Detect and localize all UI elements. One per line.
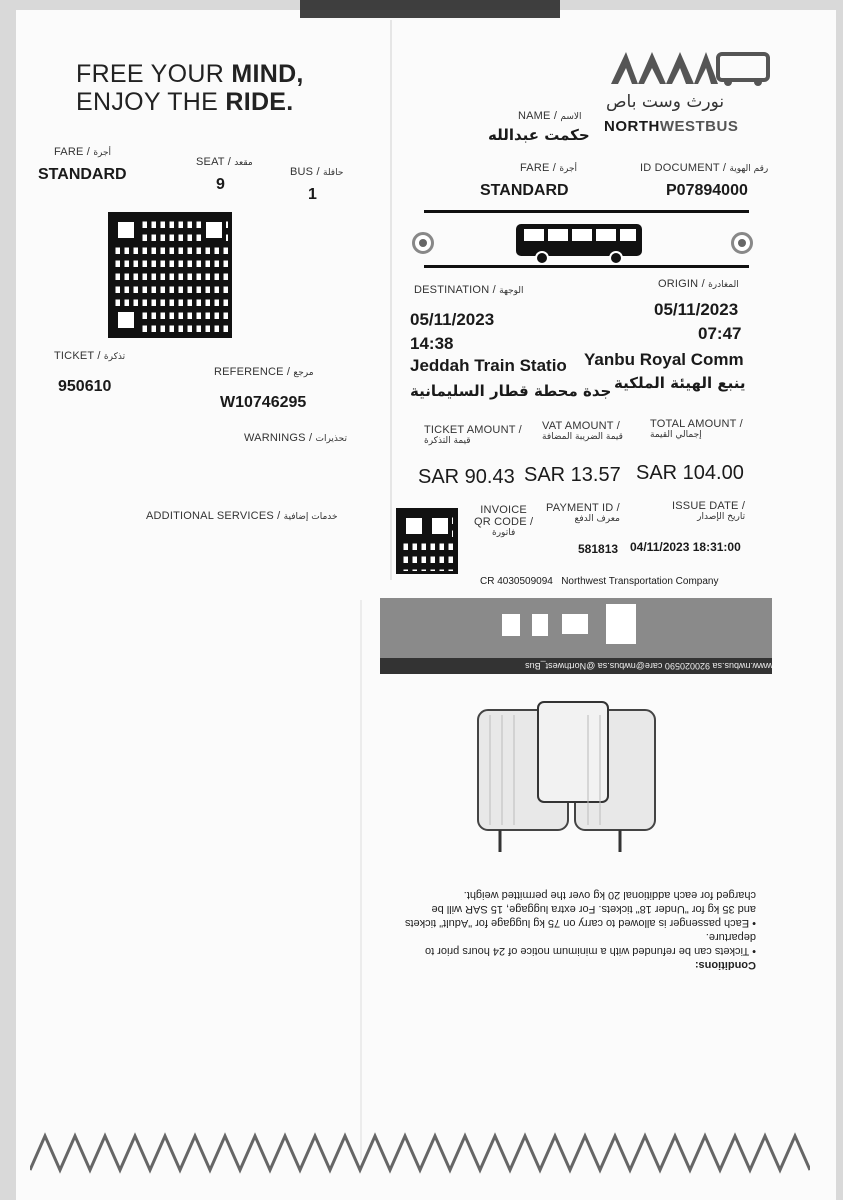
origin-dot-icon: [731, 232, 753, 254]
brand-name-english: [604, 118, 738, 135]
stub-ticket-value: 950610: [58, 378, 112, 395]
luggage-illustration-icon: [470, 690, 660, 860]
issue-date-value: 04/11/2023 18:31:00: [630, 540, 741, 554]
banner-card-icon: [502, 614, 520, 636]
vat-amount-label: VAT AMOUNT / قيمة الضريبة المضافة: [542, 420, 623, 442]
origin-label: ORIGIN / المغادرة: [658, 278, 739, 290]
conditions-title: Conditions:: [694, 959, 756, 971]
company-footer: [480, 576, 718, 587]
stub-additional-services-label: ADDITIONAL SERVICES / خدمات إضافية: [146, 510, 338, 522]
fold-line: [390, 20, 392, 580]
payment-id-value: 581813: [578, 542, 619, 556]
stub-warnings-label: WARNINGS / تحذيرات: [244, 432, 347, 444]
name-label: NAME / الاسم: [518, 110, 582, 122]
id-document-label: ID DOCUMENT / رقم الهوية: [640, 162, 769, 174]
stub-seat-value: 9: [216, 176, 225, 193]
decorative-zigzag-pattern-icon: [30, 1130, 810, 1178]
stub-seat-label: SEAT / مقعد: [196, 156, 253, 168]
slogan-line1-text: FREE YOUR: [76, 60, 232, 88]
banner-card-icon: [532, 614, 548, 636]
brand-north: NORTH: [604, 118, 660, 135]
fold-line-lower: [360, 600, 362, 1160]
payment-id-label: PAYMENT ID / معرف الدفع: [546, 502, 620, 524]
stub-bus-value: 1: [308, 186, 317, 203]
stub-qr-code: [108, 212, 232, 338]
vat-amount-value: SAR 13.57: [524, 464, 621, 486]
stub-reference-label: REFERENCE / مرجع: [214, 366, 314, 378]
id-document-value: P07894000: [666, 182, 748, 199]
invoice-qr-code: [396, 508, 458, 574]
banner-card-icon: [562, 614, 588, 634]
bus-icon: [514, 222, 644, 264]
northwestbus-logo-icon: [606, 44, 776, 90]
destination-date: 05/11/2023: [410, 310, 495, 329]
slogan-line1-bold: MIND,: [231, 60, 304, 88]
destination-name: Jeddah Train Statio: [410, 356, 567, 375]
destination-dot-icon: [412, 232, 434, 254]
issue-date-label: ISSUE DATE / تاريخ الإصدار: [672, 500, 746, 522]
slogan-line2-bold: RIDE.: [225, 88, 294, 116]
stub-fare-label: FARE / أجرة: [54, 146, 112, 158]
brand-westbus: WESTBUS: [659, 118, 739, 135]
stub-ticket-label: TICKET / تذكرة: [54, 350, 126, 362]
brand-name-arabic: نورث وست باص: [606, 92, 725, 112]
contact-strip: www.nwbus.sa 920020590 care@nwbus.sa @Northwest_Bus: [380, 658, 772, 674]
ticket-amount-value: SAR 90.43: [418, 466, 515, 488]
condition-refund: • Tickets can be refunded with a minimum notice of 24 hours prior to departure.: [425, 931, 756, 957]
total-amount-label: TOTAL AMOUNT / إجمالي القيمة: [650, 418, 743, 440]
route-line-bottom: [424, 265, 749, 268]
invoice-qr-label: INVOICE QR CODE / فاتورة: [474, 504, 534, 538]
banner-phone-icon: [606, 604, 636, 644]
destination-name-arabic: جدة محطة قطار السليمانية: [410, 382, 612, 400]
ticket-amount-label: TICKET AMOUNT / قيمة التذكرة: [424, 424, 522, 446]
destination-time: 14:38: [410, 334, 454, 353]
conditions-block: [396, 888, 756, 972]
route-line-top: [424, 210, 749, 213]
name-value: حكمت عبدالله: [488, 126, 590, 144]
slogan: [76, 60, 304, 116]
condition-luggage: • Each passenger is allowed to carry on 75 kg luggage for "Adult" tickets and 35 kg for "Under 18" tickets. For extra luggage, 15 SAR will be charged for each additional 20 kg over the permitted weight.: [404, 889, 756, 929]
slogan-line2-text: ENJOY THE: [76, 88, 226, 116]
origin-time: 07:47: [698, 324, 742, 343]
origin-date: 05/11/2023: [654, 300, 739, 319]
origin-name-arabic: ينبع الهيئة الملكية: [614, 374, 746, 392]
cr-number: CR 4030509094: [480, 576, 553, 587]
promo-banner: [380, 598, 772, 674]
destination-label: DESTINATION / الوجهة: [414, 284, 524, 296]
fare-label: FARE / أجرة: [520, 162, 578, 174]
total-amount-value: SAR 104.00: [636, 462, 744, 484]
stub-fare-value: STANDARD: [38, 166, 127, 183]
stub-reference-value: W10746295: [220, 394, 307, 411]
stub-bus-label: BUS / حافلة: [290, 166, 344, 178]
fare-value: STANDARD: [480, 182, 569, 199]
company-name: Northwest Transportation Company: [561, 576, 719, 587]
top-edge-shadow: [300, 0, 560, 18]
origin-name: Yanbu Royal Comm: [584, 350, 744, 369]
